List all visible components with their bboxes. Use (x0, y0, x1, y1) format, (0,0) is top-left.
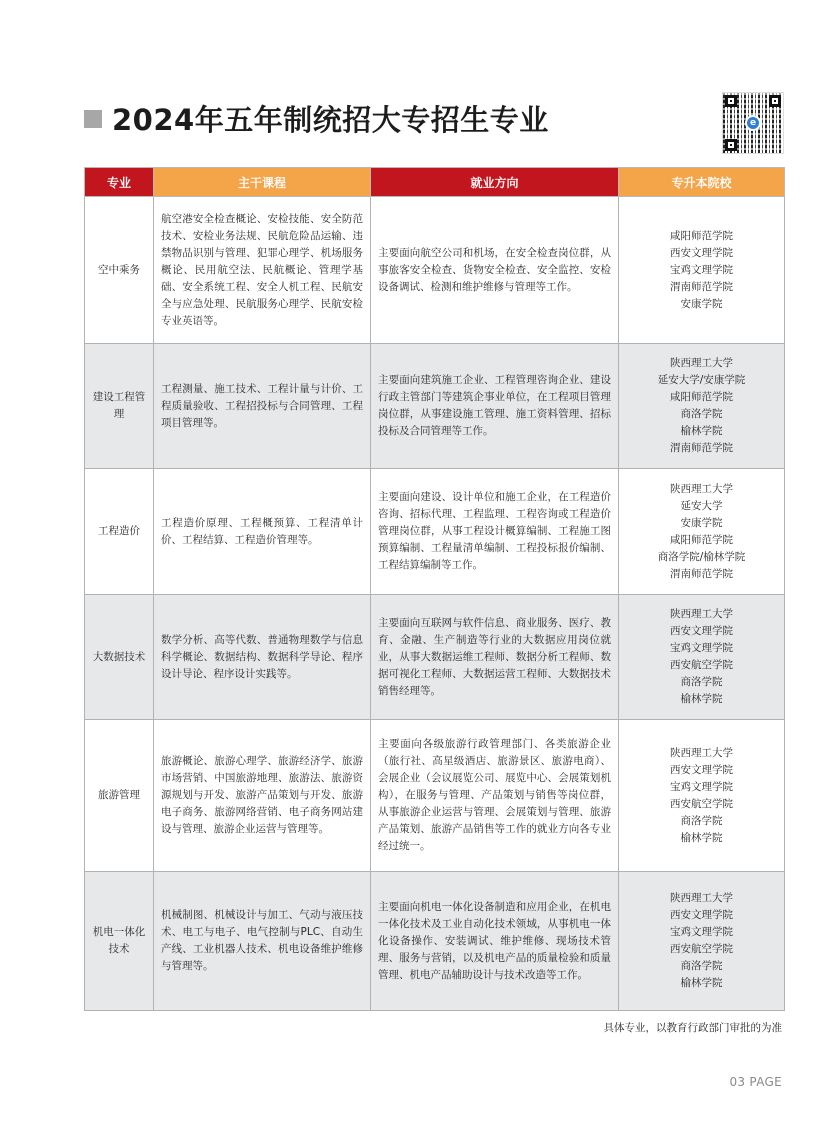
table-row (85, 595, 785, 720)
major-cell: 机电一体化技术 (85, 872, 154, 1011)
header-major: 专业 (85, 168, 154, 197)
school-item: 陕西理工大学 (670, 608, 733, 620)
schools-cell (619, 197, 785, 344)
school-item: 陕西理工大学 (670, 892, 733, 904)
qr-finder-icon (769, 95, 781, 107)
school-item: 商洛学院/榆林学院 (657, 550, 746, 563)
majors-table (84, 167, 785, 1011)
courses-cell: 旅游概论、旅游心理学、旅游经济学、旅游市场营销、中国旅游地理、旅游法、旅游资源规划与开发、旅游产品策划与开发、旅游电子商务、旅游网络营销、电子商务网站建设与管理、旅游企业运营与管理等。 (154, 720, 371, 872)
qr-finder-icon (725, 139, 737, 151)
footnote: 具体专业，以教育行政部门审批的为准 (603, 1022, 782, 1034)
school-item: 榆林学院 (680, 425, 723, 437)
school-item: 陕西理工大学 (670, 482, 733, 495)
qr-finder-icon (725, 95, 737, 107)
school-item: 咸阳师范学院 (670, 391, 733, 403)
school-item: 西安航空学院 (670, 943, 733, 955)
table-header-row (85, 168, 785, 197)
careers-cell: 主要面向互联网与软件信息、商业服务、医疗、教育、金融、生产制造等行业的大数据应用岗位就业，从事大数据运维工程师、数据分析工程师、数据可视化工程师、大数据运营工程师、大数据技术销售经理等。 (371, 595, 619, 720)
qr-code-icon (722, 92, 784, 154)
school-item: 商洛学院 (680, 960, 723, 972)
school-item: 西安文理学院 (670, 246, 733, 259)
careers-cell: 主要面向建设、设计单位和施工企业，在工程造价咨询、招标代理、工程监理、工程咨询或工程造价管理岗位群，从事工程设计概算编制、工程施工图预算编制、工程量清单编制、工程投标报价编制、工程结算编制等工作。 (371, 469, 619, 595)
major-cell: 建设工程管理 (85, 344, 154, 469)
schools-cell (619, 595, 785, 720)
major-cell: 工程造价 (85, 469, 154, 595)
schools-cell (619, 344, 785, 469)
header-schools: 专升本院校 (619, 168, 785, 197)
courses-cell: 机械制图、机械设计与加工、气动与液压技术、电工与电子、电气控制与PLC、自动生产线、工业机器人技术、机电设备维护维修与管理等。 (154, 872, 371, 1011)
school-item: 咸阳师范学院 (670, 229, 733, 242)
school-item: 渭南师范学院 (670, 567, 733, 580)
school-item: 渭南师范学院 (670, 442, 733, 454)
table-row (85, 469, 785, 595)
header-careers: 就业方向 (371, 168, 619, 197)
page-number: 03 PAGE (729, 1075, 782, 1089)
courses-cell: 工程测量、施工技术、工程计量与计价、工程质量验收、工程招投标与合同管理、工程项目管理等。 (154, 344, 371, 469)
school-item: 咸阳师范学院 (670, 533, 733, 546)
major-cell: 旅游管理 (85, 720, 154, 872)
courses-cell: 航空港安全检查概论、安检技能、安全防范技术、安检业务法规、民航危险品运输、违禁物品识别与管理、犯罪心理学、机场服务概论、民用航空法、民航概论、管理学基础、安全系统工程、安全人机工程、民航安全与应急处理、民航服务心理学、民航安检专业英语等。 (154, 197, 371, 344)
school-item: 商洛学院 (680, 676, 723, 688)
school-item: 宝鸡文理学院 (670, 263, 733, 276)
school-item: 西安文理学院 (670, 763, 733, 776)
school-item: 西安航空学院 (670, 659, 733, 671)
school-item: 陕西理工大学 (670, 746, 733, 759)
school-item: 安康学院 (680, 516, 723, 529)
school-item: 商洛学院 (680, 408, 723, 420)
careers-cell: 主要面向机电一体化设备制造和应用企业，在机电一体化技术及工业自动化技术领域，从事机电一体化设备操作、安装调试、维护维修、现场技术管理、服务与营销，以及机电产品的质量检验和质量管理、机电产品辅助设计与技术改造等工作。 (371, 872, 619, 1011)
table-row (85, 197, 785, 344)
school-item: 商洛学院 (680, 814, 723, 827)
qr-logo-icon: e (745, 115, 761, 131)
table-row (85, 872, 785, 1011)
header-courses: 主干课程 (154, 168, 371, 197)
school-item: 榆林学院 (680, 831, 723, 844)
school-item: 宝鸡文理学院 (670, 926, 733, 938)
table-row (85, 344, 785, 469)
school-item: 宝鸡文理学院 (670, 642, 733, 654)
careers-cell: 主要面向航空公司和机场，在安全检查岗位群，从事旅客安全检查、货物安全检查、安全监控、安检设备调试、检测和维护维修与管理等工作。 (371, 197, 619, 344)
schools-cell (619, 469, 785, 595)
school-item: 西安文理学院 (670, 625, 733, 637)
table-row (85, 720, 785, 872)
school-item: 安康学院 (680, 297, 723, 310)
school-item: 西安文理学院 (670, 909, 733, 921)
school-item: 延安大学 (680, 499, 723, 512)
school-item: 榆林学院 (680, 693, 723, 705)
title-square-icon (84, 110, 102, 128)
major-cell: 空中乘务 (85, 197, 154, 344)
schools-cell (619, 720, 785, 872)
school-item: 西安航空学院 (670, 797, 733, 810)
page-header (84, 98, 549, 139)
courses-cell: 工程造价原理、工程概预算、工程清单计价、工程结算、工程造价管理等。 (154, 469, 371, 595)
school-item: 宝鸡文理学院 (670, 780, 733, 793)
school-item: 渭南师范学院 (670, 280, 733, 293)
school-item: 延安大学/安康学院 (657, 374, 746, 386)
schools-cell (619, 872, 785, 1011)
major-cell: 大数据技术 (85, 595, 154, 720)
school-item: 榆林学院 (680, 977, 723, 989)
careers-cell: 主要面向各级旅游行政管理部门、各类旅游企业（旅行社、高星级酒店、旅游景区、旅游电商）、会展企业（会议展览公司、展览中心、会展策划机构），在服务与管理、产品策划与销售等岗位群，从事旅游企业运营与管理、会展策划与管理、旅游产品策划、旅游产品销售等工作的就业方向各专业经过统一。 (371, 720, 619, 872)
school-item: 陕西理工大学 (670, 357, 733, 369)
careers-cell: 主要面向建筑施工企业、工程管理咨询企业、建设行政主管部门等建筑企事业单位，在工程项目管理岗位群，从事建设施工管理、施工资料管理、招标投标及合同管理等工作。 (371, 344, 619, 469)
courses-cell: 数学分析、高等代数、普通物理数学与信息科学概论、数据结构、数据科学导论、程序设计导论、程序设计实践等。 (154, 595, 371, 720)
page-title: 2024年五年制统招大专招生专业 (112, 103, 549, 137)
